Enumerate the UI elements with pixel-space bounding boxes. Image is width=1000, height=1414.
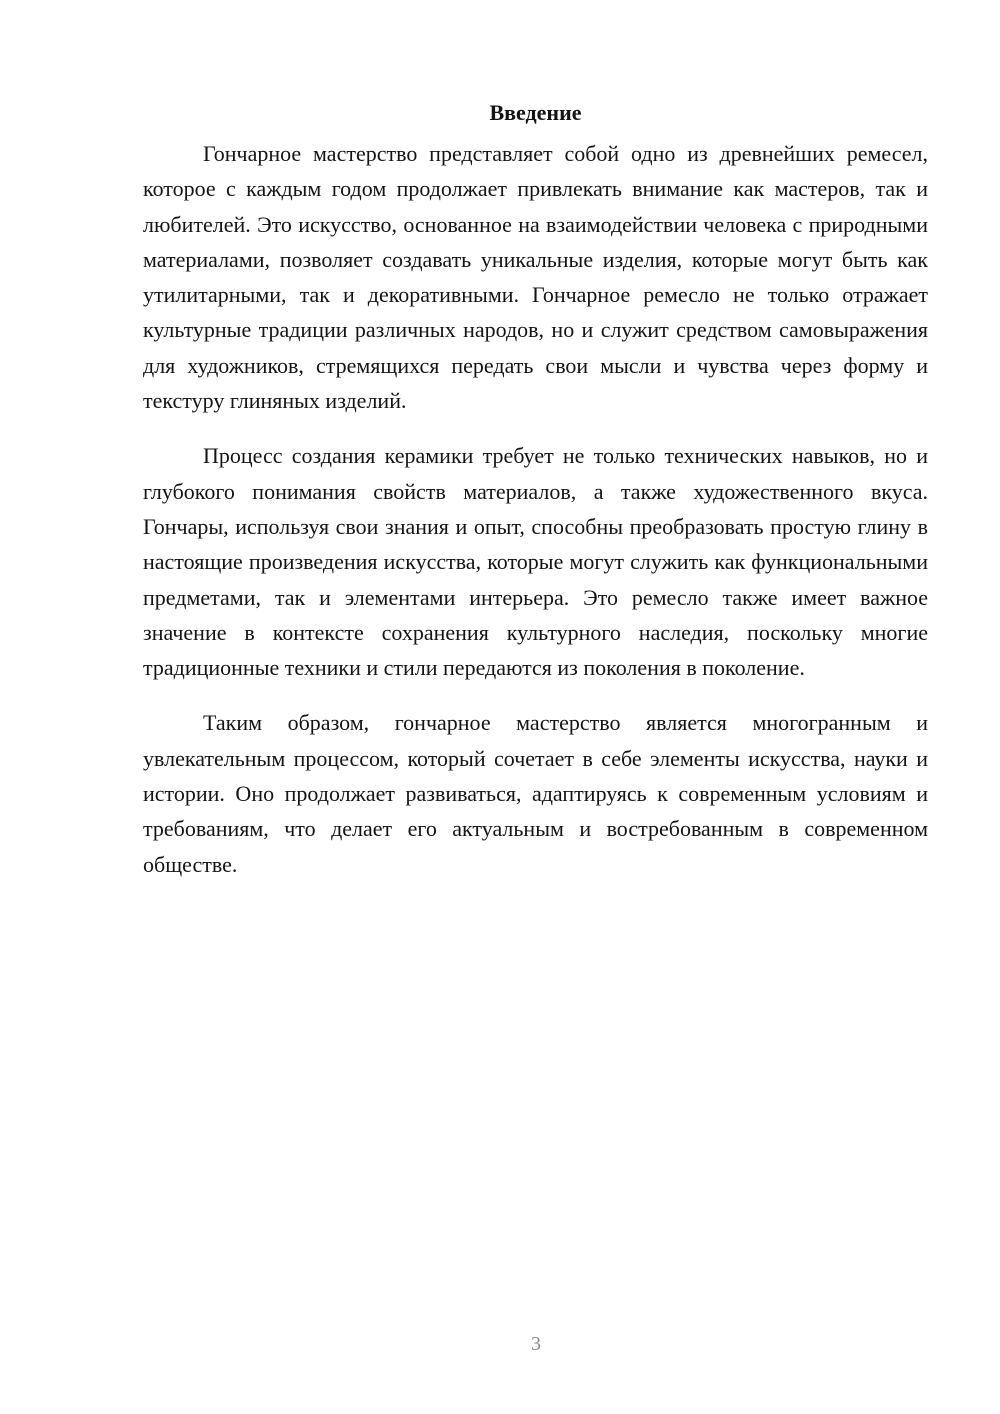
paragraph-2: Процесс создания керамики требует не только технических навыков, но и глубокого понимания свойств материалов, а также художественного вкуса. Гончары, используя свои знания и опыт, способны преобразовать простую глину в настоящие произведения искусства, которые могут служить как функциональными предметами, так и элементами интерьера. Это ремесло также имеет важное значение в контексте сохранения культурного наследия, поскольку многие традиционные техники и стили передаются из поколения в поколение.	[143, 443, 928, 681]
paragraph-1: Гончарное мастерство представляет собой одно из древнейших ремесел, которое с каждым годом продолжает привлекать внимание как мастеров, так и любителей. Это искусство, основанное на взаимодействии человека с природными материалами, позволяет создавать уникальные изделия, которые могут быть как утилитарными, так и декоративными. Гончарное ремесло не только отражает культурные традиции различных народов, но и служит средством самовыражения для художников, стремящихся передать свои мысли и чувства через форму и текстуру глиняных изделий.	[143, 141, 928, 414]
paragraph-3: Таким образом, гончарное мастерство является многогранным и увлекательным процессом, который сочетает в себе элементы искусства, науки и истории. Оно продолжает развиваться, адаптируясь к современным условиям и требованиям, что делает его актуальным и востребованным в современном обществе.	[143, 710, 928, 877]
page-number: 3	[531, 1333, 541, 1355]
page-content	[143, 98, 928, 902]
section-heading: Введение	[489, 100, 582, 125]
